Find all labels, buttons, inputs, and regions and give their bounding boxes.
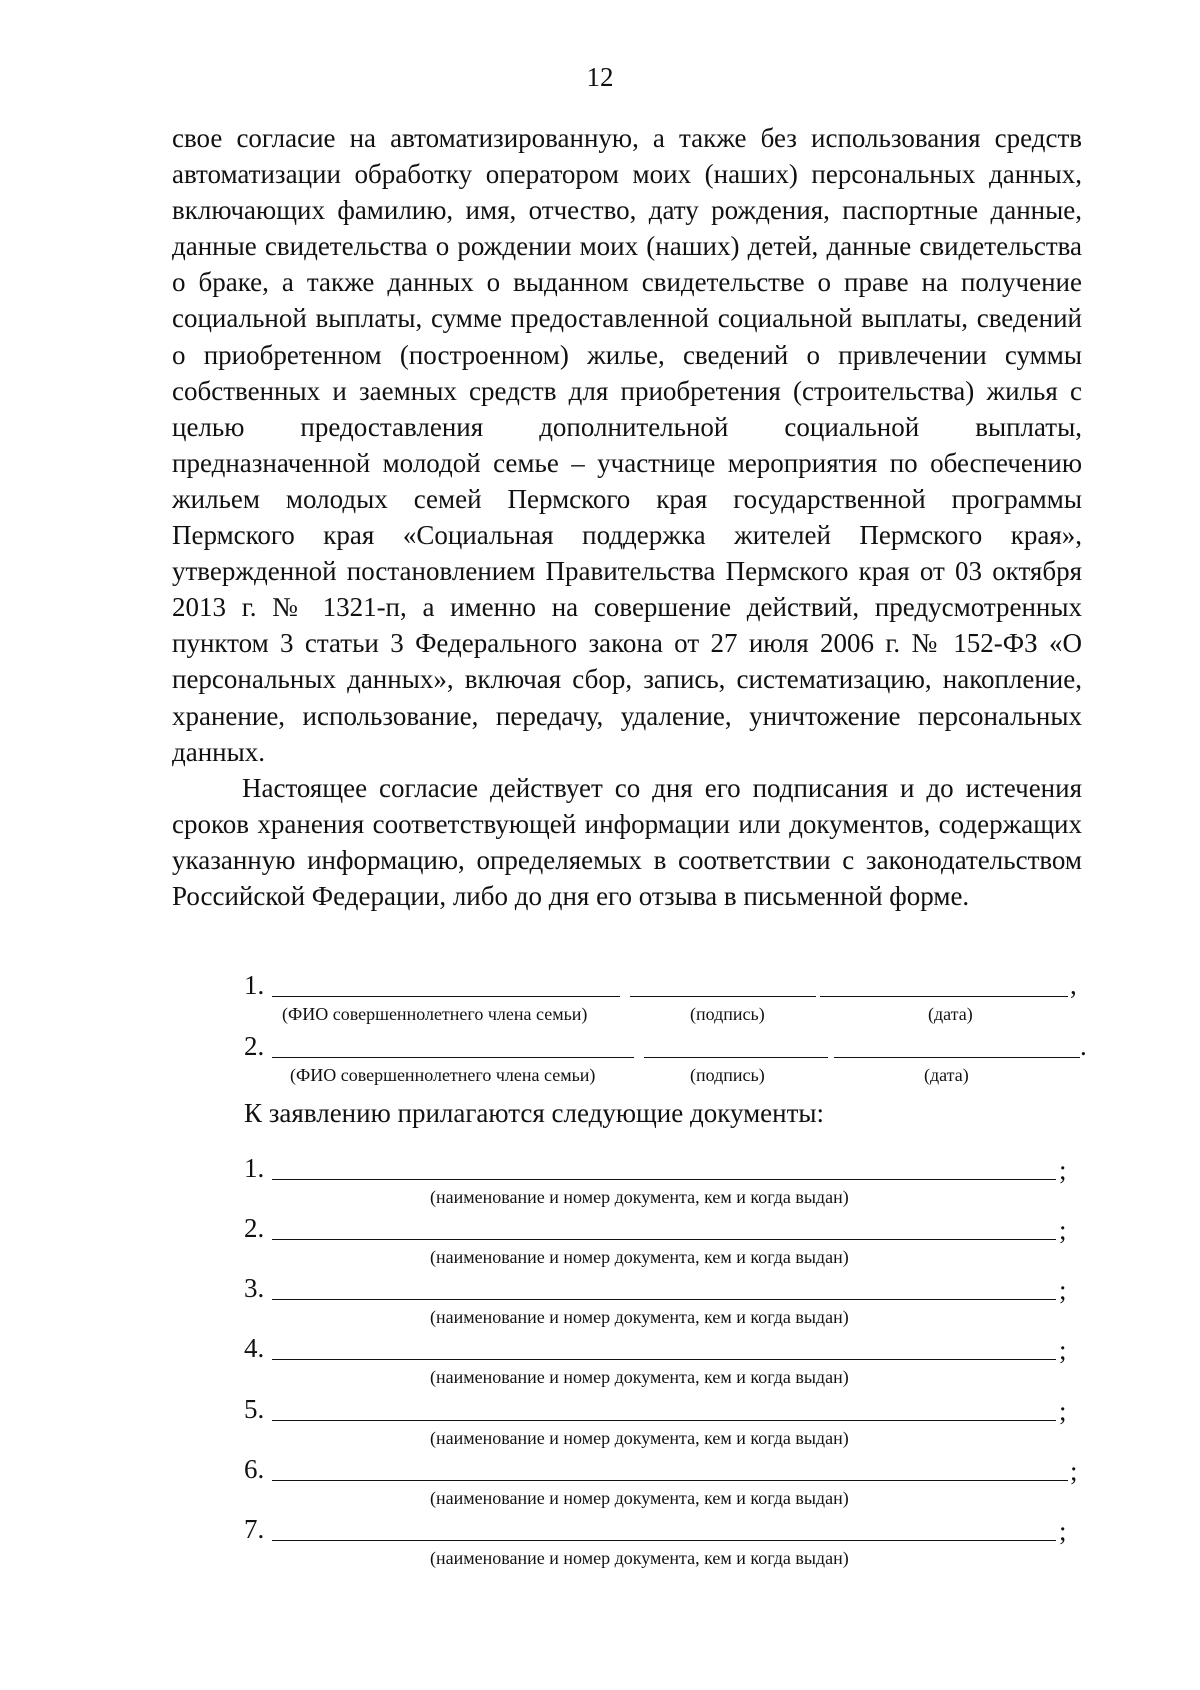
document-end-mark: ; — [1070, 1456, 1078, 1486]
sign-caption: (подпись) — [690, 1065, 765, 1085]
attachments-title: К заявлению прилагаются следующие документы: — [244, 1098, 825, 1128]
document-row-7 — [244, 1514, 1074, 1572]
date-caption: (дата) — [928, 1004, 973, 1024]
fio-caption: (ФИО совершеннолетнего члена семьи) — [282, 1004, 588, 1024]
document-caption: (наименование и номер документа, кем и когда выдан) — [430, 1548, 849, 1568]
document-line[interactable] — [272, 1359, 1056, 1360]
document-row-5 — [244, 1394, 1074, 1452]
document-caption: (наименование и номер документа, кем и когда выдан) — [430, 1367, 849, 1387]
document-row-4 — [244, 1333, 1074, 1391]
fio-caption: (ФИО совершеннолетнего члена семьи) — [290, 1065, 596, 1085]
signature-row-2 — [244, 1031, 1087, 1065]
fio-line[interactable] — [272, 1031, 634, 1058]
body-text — [172, 120, 1082, 914]
document-line[interactable] — [272, 1420, 1056, 1421]
document-line[interactable] — [272, 1179, 1056, 1180]
date-caption: (дата) — [924, 1065, 969, 1085]
document-end-mark: ; — [1059, 1215, 1067, 1245]
document-number: 6. — [244, 1454, 265, 1484]
date-line[interactable] — [834, 1031, 1080, 1058]
signature-end-mark: , — [1070, 970, 1077, 1000]
document-row-2 — [244, 1213, 1074, 1271]
consent-paragraph: свое согласие на автоматизированную, а также без использования средств автоматизации обработку оператором моих (наших) персональных данных, включающих фамилию, имя, отчество, дату рождения, паспортные данные, данные свидетельства о рождении моих (наших) детей, данные свидетельства о браке, а также данных о выданном свидетельстве о праве на получение социальной выплаты, сумме предоставленной социальной выплаты, сведений о приобретенном (построенном) жилье, сведений о привлечении суммы собственных и заемных средств для приобретения (строительства) жилья с целью предоставления дополнительной социальной выплаты, предназначенной молодой семье – участнице мероприятия по обеспечению жильем молодых семей Пермского края государственной программы Пермского края «Социальная поддержка жителей Пермского края», утвержденной постановлением Правительства Пермского края от 03 октября 2013 г. № 1321-п, а именно на совершение действий, предусмотренных пунктом 3 статьи 3 Федерального закона от 27 июля 2006 г. № 152-ФЗ «О персональных данных», включая сбор, запись, систематизацию, накопление, хранение, использование, передачу, удаление, уничтожение персональных данных. — [172, 123, 1082, 767]
document-number: 2. — [244, 1213, 265, 1243]
signature-end-mark: . — [1080, 1031, 1087, 1061]
document-caption: (наименование и номер документа, кем и когда выдан) — [430, 1187, 849, 1207]
document-number: 4. — [244, 1333, 265, 1363]
document-row-6 — [244, 1454, 1078, 1512]
signature-row-1 — [244, 970, 1084, 1004]
document-number: 3. — [244, 1273, 265, 1303]
document-caption: (наименование и номер документа, кем и когда выдан) — [430, 1428, 849, 1448]
document-line[interactable] — [272, 1239, 1056, 1240]
document-line[interactable] — [272, 1299, 1056, 1300]
document-number: 7. — [244, 1514, 265, 1544]
signature-line[interactable] — [644, 1031, 828, 1058]
signature-number: 1. — [244, 970, 265, 1000]
page-number: 12 — [586, 62, 614, 92]
sign-caption: (подпись) — [690, 1004, 765, 1024]
document-caption: (наименование и номер документа, кем и когда выдан) — [430, 1488, 849, 1508]
document-row-3 — [244, 1273, 1074, 1331]
signature-number: 2. — [244, 1031, 265, 1061]
document-end-mark: ; — [1059, 1155, 1067, 1185]
document-caption: (наименование и номер документа, кем и когда выдан) — [430, 1307, 849, 1327]
validity-paragraph: Настоящее согласие действует со дня его подписания и до истечения сроков хранения соответствующей информации или документов, содержащих указанную информацию, определяемых в соответствии с законодательством Российской Федерации, либо до дня его отзыва в письменной форме. — [172, 772, 1082, 911]
fio-line[interactable] — [272, 970, 620, 997]
document-end-mark: ; — [1059, 1396, 1067, 1426]
signature-line[interactable] — [630, 970, 816, 997]
document-caption: (наименование и номер документа, кем и когда выдан) — [430, 1247, 849, 1267]
document-row-1 — [244, 1153, 1074, 1211]
document-end-mark: ; — [1059, 1516, 1067, 1546]
document-line[interactable] — [272, 1480, 1068, 1481]
document-line[interactable] — [272, 1540, 1056, 1541]
document-number: 1. — [244, 1153, 265, 1183]
document-number: 5. — [244, 1394, 265, 1424]
date-line[interactable] — [820, 970, 1068, 997]
document-end-mark: ; — [1059, 1335, 1067, 1365]
document-end-mark: ; — [1059, 1275, 1067, 1305]
